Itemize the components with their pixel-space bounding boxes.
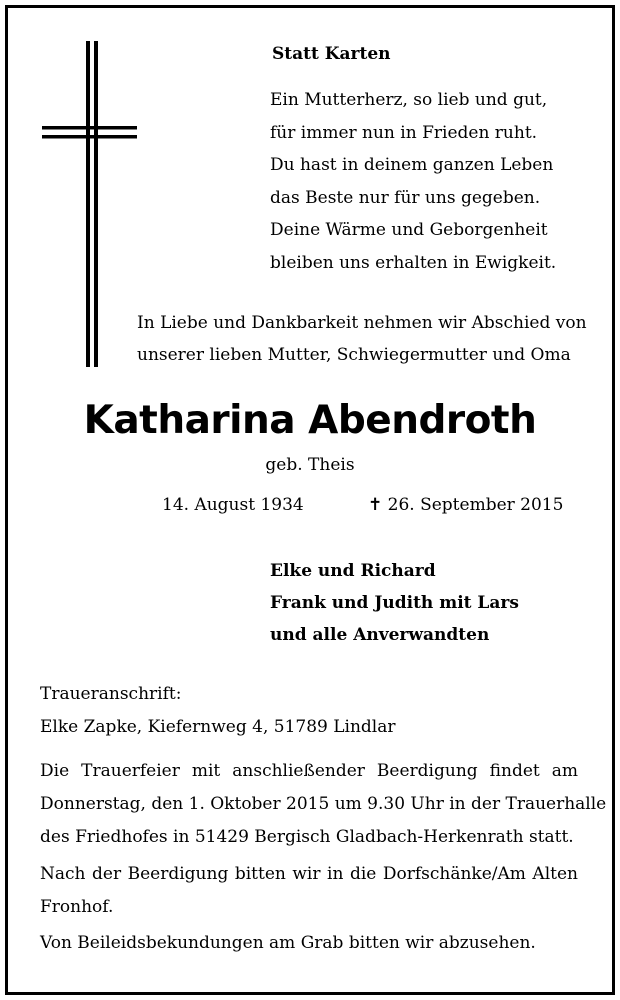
family-line: Elke und Richard: [270, 561, 436, 581]
intro-text: [137, 307, 587, 371]
funeral-line: Die Trauerfeier mit anschließender Beerdigung findet am: [40, 761, 578, 781]
cross-icon: [37, 37, 137, 367]
address-block: [40, 678, 578, 744]
death-date: ✝ 26. September 2015: [368, 495, 564, 515]
intro-line: unserer lieben Mutter, Schwiegermutter und Oma: [137, 345, 571, 365]
condolence-note: Von Beileidsbekundungen am Grab bitten wir abzusehen.: [40, 933, 536, 953]
funeral-info: [40, 755, 607, 854]
poem-line: Du hast in deinem ganzen Leben: [270, 155, 554, 175]
address-label: Traueranschrift:: [40, 684, 182, 704]
family-line: und alle Anverwandten: [270, 625, 490, 645]
funeral-line: des Friedhofes in 51429 Bergisch Gladbach-Herkenrath statt.: [40, 827, 574, 847]
poem-line: Ein Mutterherz, so lieb und gut,: [270, 90, 548, 110]
intro-line: In Liebe und Dankbarkeit nehmen wir Abschied von: [137, 313, 587, 333]
family-signatures: [270, 555, 519, 651]
address: Elke Zapke, Kiefernweg 4, 51789 Lindlar: [40, 717, 396, 737]
poem: [270, 84, 556, 279]
birth-date: 14. August 1934: [162, 495, 304, 515]
poem-line: bleiben uns erhalten in Ewigkeit.: [270, 252, 557, 273]
after-funeral-info: [40, 858, 578, 924]
poem-line: Deine Wärme und Geborgenheit: [270, 220, 548, 240]
after-line: Nach der Beerdigung bitten wir in die Dorfschänke/Am Alten: [40, 864, 578, 884]
funeral-line: Donnerstag, den 1. Oktober 2015 um 9.30 Uhr in der Trauerhalle: [40, 794, 607, 814]
heading-statt-karten: Statt Karten: [272, 44, 391, 64]
poem-line: das Beste nur für uns gegeben.: [270, 187, 541, 208]
deceased-name: Katharina Abendroth: [83, 398, 537, 443]
family-line: Frank und Judith mit Lars: [270, 593, 519, 613]
after-line: Fronhof.: [40, 897, 114, 917]
poem-line: für immer nun in Frieden ruht.: [270, 122, 538, 143]
birth-name: geb. Theis: [265, 455, 355, 475]
